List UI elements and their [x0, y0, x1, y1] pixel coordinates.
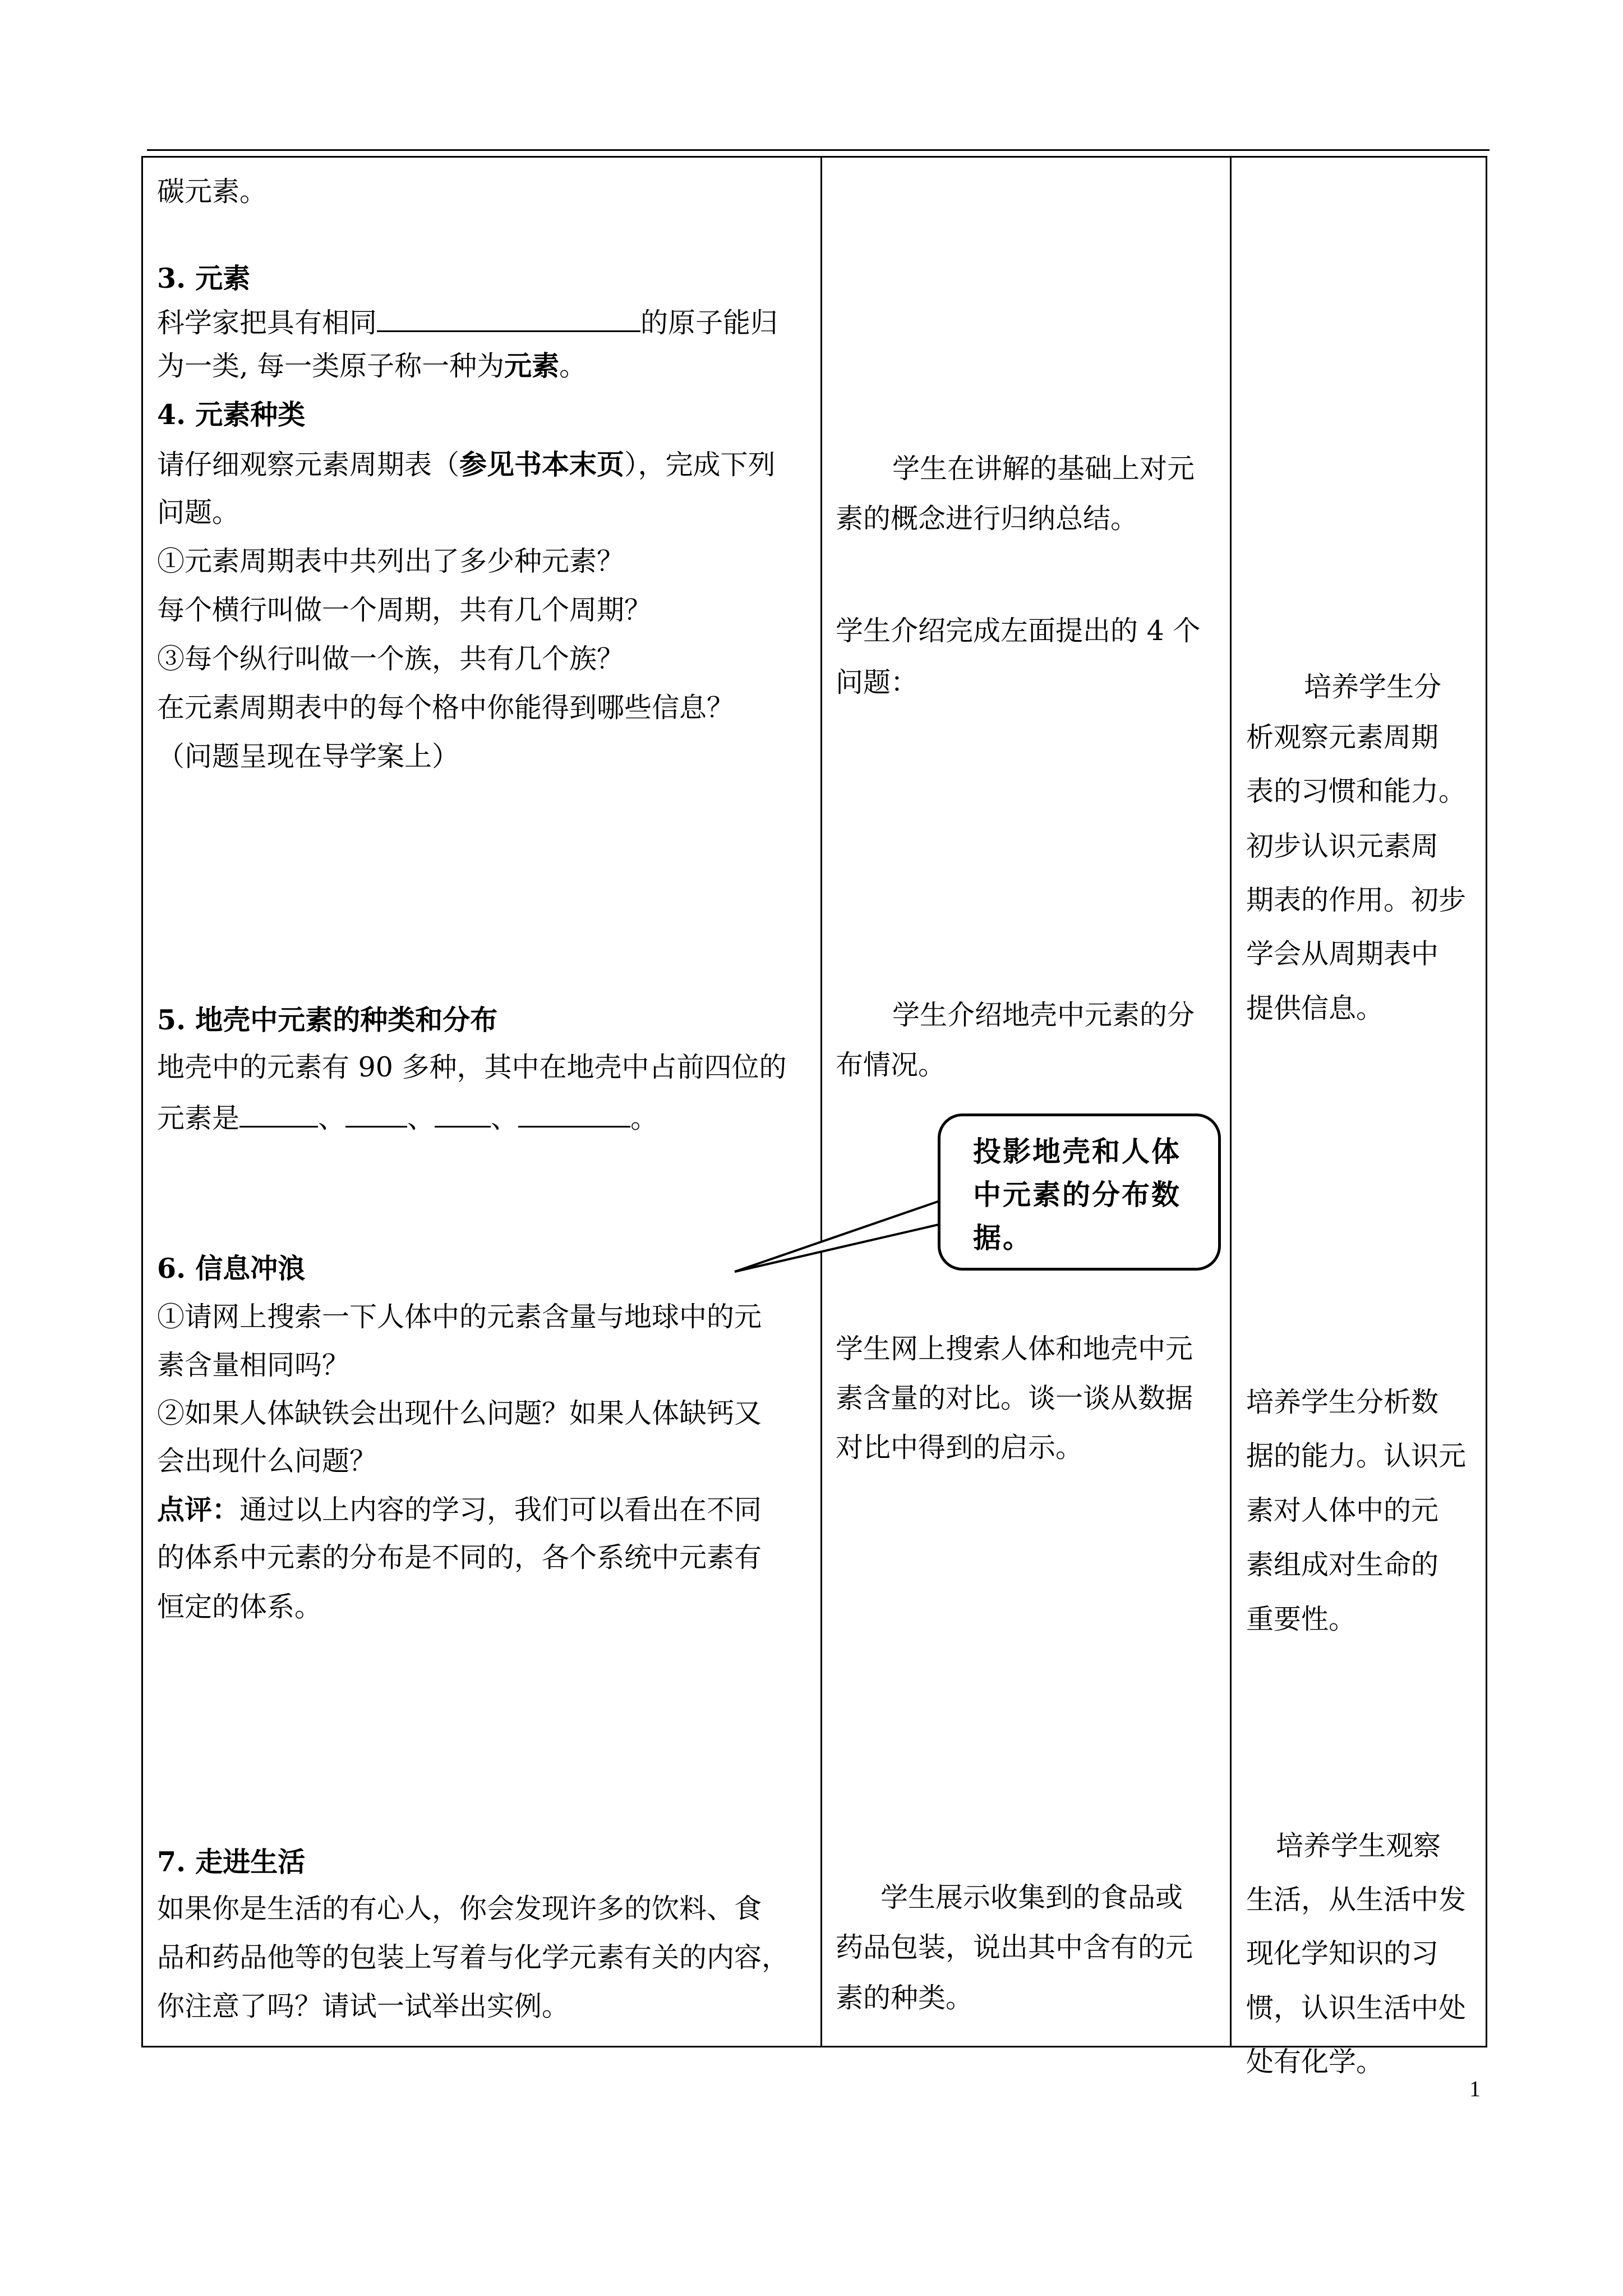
section-4-note: （问题呈现在导学案上） — [157, 740, 460, 772]
right-text: 重要性。 — [1246, 1603, 1357, 1635]
middle-text: 素的种类。 — [836, 1982, 974, 2014]
right-text: 现化学知识的习 — [1246, 1938, 1439, 1970]
right-text: 提供信息。 — [1246, 992, 1384, 1024]
right-text: 据的能力。认识元 — [1246, 1440, 1467, 1472]
right-text: 培养学生观察 — [1276, 1830, 1441, 1862]
section-5-line-2: 元素是 、 、 、 。 — [157, 1102, 658, 1134]
middle-text: 学生在讲解的基础上对元 — [892, 453, 1195, 485]
section-4-question-4: 在元素周期表中的每个格中你能得到哪些信息？ — [157, 692, 735, 724]
right-text: 期表的作用。初步 — [1246, 884, 1467, 916]
section-6-comment-a: 点评：通过以上内容的学习，我们可以看出在不同 — [157, 1493, 762, 1526]
section-4-question-2: 每个横行叫做一个周期，共有几个周期？ — [157, 594, 652, 626]
right-text: 生活，从生活中发 — [1246, 1884, 1467, 1916]
section-4-heading: 4. 元素种类 — [157, 398, 306, 431]
middle-text: 学生网上搜索人体和地壳中元 — [836, 1333, 1193, 1365]
callout-line: 中元素的分布数 — [973, 1179, 1181, 1211]
section-7-line-2: 品和药品他等的包装上写着与化学元素有关的内容， — [157, 1941, 790, 1973]
left-text: 碳元素。 — [157, 176, 268, 208]
right-text: 处有化学。 — [1246, 2046, 1384, 2078]
middle-text: 布情况。 — [836, 1049, 946, 1081]
answer-blank[interactable] — [435, 1101, 491, 1128]
right-text: 素组成对生命的 — [1246, 1549, 1439, 1581]
right-text: 培养学生分 — [1304, 671, 1442, 703]
middle-text: 学生介绍地壳中元素的分 — [892, 999, 1195, 1031]
middle-text: 素的概念进行归纳总结。 — [836, 503, 1138, 535]
header-rule — [147, 149, 1490, 151]
right-text: 初步认识元素周 — [1246, 830, 1439, 862]
section-6-heading: 6. 信息冲浪 — [157, 1252, 306, 1285]
column-divider-2 — [1230, 156, 1232, 2047]
right-text: 培养学生分析数 — [1246, 1386, 1439, 1418]
answer-blank[interactable] — [518, 1101, 630, 1128]
section-6-comment-c: 恒定的体系。 — [157, 1591, 322, 1623]
section-6-q2-b: 会出现什么问题？ — [157, 1445, 377, 1477]
right-text: 表的习惯和能力。 — [1246, 775, 1467, 807]
right-text: 析观察元素周期 — [1246, 721, 1439, 753]
callout-line: 据。 — [973, 1222, 1032, 1254]
right-text: 素对人体中的元 — [1246, 1494, 1439, 1526]
section-6-comment-b: 的体系中元素的分布是不同的，各个系统中元素有 — [157, 1542, 762, 1573]
section-3-heading: 3. 元素 — [157, 262, 251, 295]
section-5-heading: 5. 地壳中元素的种类和分布 — [157, 1004, 498, 1036]
middle-text: 学生介绍完成左面提出的 4 个 — [836, 615, 1201, 647]
section-6-q1-a: ①请网上搜索一下人体中的元素含量与地球中的元 — [157, 1301, 762, 1333]
page-number: 1 — [1469, 2076, 1481, 2101]
answer-blank[interactable] — [377, 306, 640, 332]
section-6-q1-b: 素含量相同吗？ — [157, 1349, 350, 1381]
column-divider-1 — [820, 156, 822, 2047]
section-4-question-1: ①元素周期表中共列出了多少种元素？ — [157, 545, 625, 577]
section-5-line-1: 地壳中的元素有 90 多种，其中在地壳中占前四位的 — [157, 1051, 787, 1083]
section-4-question-3: ③每个纵行叫做一个族，共有几个族？ — [157, 643, 625, 675]
middle-text: 问题： — [836, 666, 919, 698]
section-7-heading: 7. 走进生活 — [157, 1846, 306, 1878]
right-text: 学会从周期表中 — [1246, 938, 1439, 970]
callout-line: 投影地壳和人体 — [973, 1135, 1181, 1168]
middle-text: 学生展示收集到的食品或 — [880, 1881, 1183, 1913]
section-3-line-1: 科学家把具有相同 的原子能归 — [157, 307, 778, 339]
section-4-line-2: 问题。 — [157, 496, 240, 528]
middle-text: 对比中得到的启示。 — [836, 1432, 1083, 1464]
section-6-q2-a: ②如果人体缺铁会出现什么问题？如果人体缺钙又 — [157, 1397, 762, 1429]
answer-blank[interactable] — [239, 1101, 318, 1128]
middle-text: 药品包装，说出其中含有的元 — [836, 1931, 1193, 1963]
section-7-line-3: 你注意了吗？请试一试举出实例。 — [157, 1990, 570, 2022]
section-7-line-1: 如果你是生活的有心人，你会发现许多的饮料、食 — [157, 1893, 762, 1925]
section-4-line-1: 请仔细观察元素周期表（参见书本末页），完成下列 — [157, 448, 776, 481]
answer-blank[interactable] — [345, 1101, 407, 1128]
middle-text: 素含量的对比。谈一谈从数据 — [836, 1382, 1193, 1414]
right-text: 惯，认识生活中处 — [1246, 1992, 1467, 2024]
section-3-line-2: 为一类, 每一类原子称一种为元素。 — [157, 349, 587, 382]
